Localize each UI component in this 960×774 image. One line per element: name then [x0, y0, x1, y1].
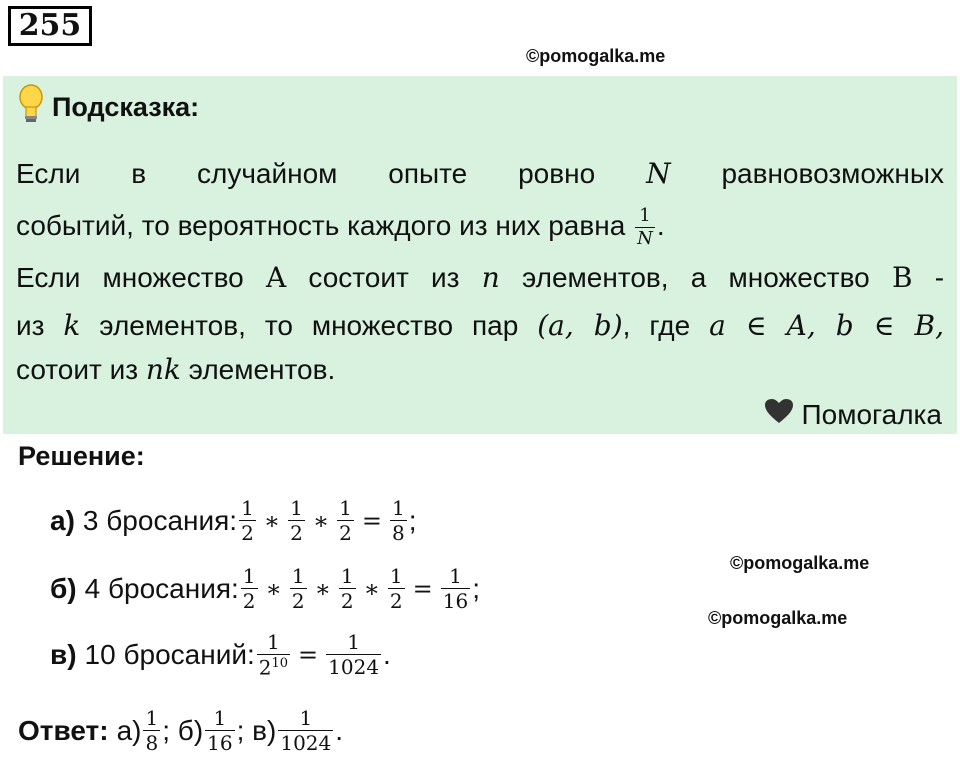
solution-title: Решение:: [18, 441, 145, 471]
solution-c: в) 10 бросаний: $\frac{1}{2^{10}}$ = $\frac{1}{1024}$ .: [50, 630, 391, 680]
hint-line-4: из k элементов, то множество пар (a, b), где a ∈ A, b ∈ B,: [16, 309, 945, 342]
watermark-2: ©pomogalka.me: [730, 553, 870, 573]
lightbulb-icon: [18, 84, 44, 131]
hint-line-3: Если множество A состоит из n элементов, а множество B -: [16, 261, 945, 294]
heart-icon: [764, 398, 794, 431]
watermark-3: ©pomogalka.me: [708, 608, 848, 628]
hint-line-1: Если в случайном опыте ровно N равновозможных: [16, 157, 944, 190]
brand: [764, 398, 942, 431]
solution-a: а) 3 бросания: $\frac{1}{2}$ ∗ $\frac{1}{2}$ ∗ $\frac{1}{2}$ = $\frac{1}{8}$ ;: [50, 496, 417, 545]
brand-name: Помогалка: [801, 398, 942, 430]
task-number: 255: [8, 6, 92, 46]
hint-title-text: Подсказка:: [52, 92, 200, 122]
hint-line-2: событий, то вероятность каждого из них равна $\frac{1}{N}$ .: [16, 205, 665, 250]
hint-line-5: сотоит из nk элементов.: [16, 353, 336, 386]
hint-title: [18, 84, 199, 131]
watermark: ©pomogalka.me: [526, 46, 666, 66]
answer: Ответ: а) $\frac{1}{8}$ ; б) $\frac{1}{16}$ ; в) $\frac{1}{1024}$ .: [18, 706, 344, 755]
fraction-1-over-N: $\frac{1}{N}$: [637, 205, 653, 250]
solution-b: б) 4 бросания: $\frac{1}{2}$ ∗ $\frac{1}{2}$ ∗ $\frac{1}{2}$ ∗ $\frac{1}{2}$ = $\frac{1}{16}$ ;: [50, 564, 480, 613]
